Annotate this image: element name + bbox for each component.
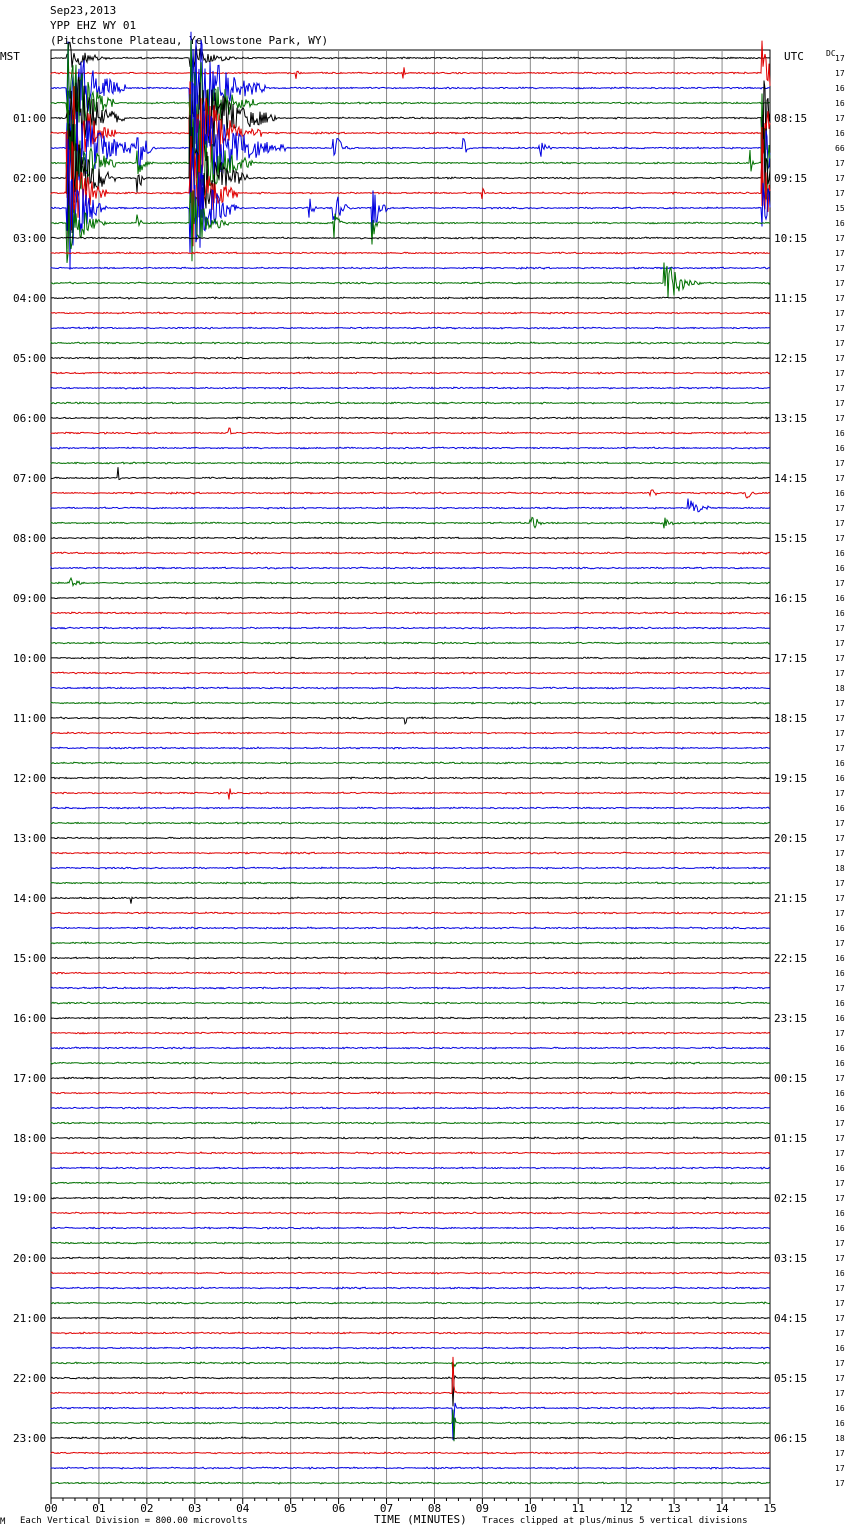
right-hour-label: 12:15 xyxy=(774,352,808,365)
trace-line xyxy=(51,1317,770,1319)
dc-offset-label: 17 xyxy=(835,1029,845,1038)
dc-offset-label: 16 xyxy=(835,549,845,558)
dc-offset-label: 17 xyxy=(835,369,845,378)
right-hour-label: 04:15 xyxy=(774,1312,808,1325)
left-axis-label: MST xyxy=(0,50,20,63)
dc-offset-label: 17 xyxy=(835,1359,845,1368)
right-hour-label: 05:15 xyxy=(774,1372,808,1385)
dc-offset-label: 17 xyxy=(835,744,845,753)
right-hour-label: 23:15 xyxy=(774,1012,808,1025)
trace-line xyxy=(51,1376,770,1406)
trace-line xyxy=(51,1227,770,1229)
dc-offset-label: 17 xyxy=(835,414,845,423)
right-hour-label: 16:15 xyxy=(774,592,808,605)
trace-line xyxy=(51,1437,770,1439)
right-hour-label: 03:15 xyxy=(774,1252,808,1265)
left-hour-label: 08:00 xyxy=(13,532,47,545)
dc-offset-label: 17 xyxy=(835,654,845,663)
dc-offset-label: 18 xyxy=(835,684,845,693)
chart-station: YPP EHZ WY 01 xyxy=(50,19,137,32)
chart-location: (Pitchstone Plateau, Yellowstone Park, WY) xyxy=(50,34,329,47)
dc-offset-label: 17 xyxy=(835,459,845,468)
dc-offset-label: 17 xyxy=(835,1074,845,1083)
dc-offset-label: 17 xyxy=(835,1329,845,1338)
dc-offset-label: 17 xyxy=(835,309,845,318)
dc-offset-label: 16 xyxy=(835,564,845,573)
dc-offset-label: 17 xyxy=(835,339,845,348)
trace-line xyxy=(51,115,770,249)
trace-line xyxy=(51,957,770,959)
trace-line xyxy=(51,1092,770,1094)
dc-offset-label: 17 xyxy=(835,1374,845,1383)
right-hour-label: 01:15 xyxy=(774,1132,808,1145)
x-tick-label: 04 xyxy=(236,1502,250,1515)
left-hour-label: 23:00 xyxy=(13,1432,47,1445)
trace-line xyxy=(51,852,770,854)
dc-offset-label: 16 xyxy=(835,1344,845,1353)
x-tick-label: 11 xyxy=(571,1502,585,1515)
x-tick-label: 13 xyxy=(667,1502,681,1515)
dc-offset-label: 17 xyxy=(835,264,845,273)
dc-offset-label: 17 xyxy=(835,834,845,843)
left-hour-label: 01:00 xyxy=(13,112,47,125)
trace-line xyxy=(51,77,770,176)
dc-offset-label: 16 xyxy=(835,1104,845,1113)
trace-line xyxy=(51,789,770,800)
trace-line xyxy=(51,82,770,203)
trace-line xyxy=(51,687,770,689)
right-hour-label: 13:15 xyxy=(774,412,808,425)
dc-offset-label: 16 xyxy=(835,219,845,228)
trace-line xyxy=(51,807,770,809)
right-hour-label: 09:15 xyxy=(774,172,808,185)
left-hour-label: 18:00 xyxy=(13,1132,47,1145)
scale-note: Each Vertical Division = 800.00 microvolts xyxy=(20,1516,248,1526)
trace-line xyxy=(51,777,770,779)
dc-offset-label: 17 xyxy=(835,354,845,363)
trace-line xyxy=(51,1403,770,1440)
dc-offset-label: 16 xyxy=(835,594,845,603)
trace-line xyxy=(51,252,770,254)
right-hour-label: 21:15 xyxy=(774,892,808,905)
dc-offset-label: 17 xyxy=(835,1254,845,1263)
left-hour-label: 13:00 xyxy=(13,832,47,845)
trace-line xyxy=(51,237,770,239)
left-hour-label: 19:00 xyxy=(13,1192,47,1205)
left-hour-label: 11:00 xyxy=(13,712,47,725)
trace-line xyxy=(51,717,770,724)
trace-line xyxy=(51,1482,770,1484)
trace-line xyxy=(51,1347,770,1349)
dc-offset-label: 16 xyxy=(835,1224,845,1233)
right-hour-label: 15:15 xyxy=(774,532,808,545)
dc-offset-label: 17 xyxy=(835,1389,845,1398)
dc-offset-label: 17 xyxy=(835,849,845,858)
trace-line xyxy=(51,627,770,629)
dc-offset-label: 17 xyxy=(835,519,845,528)
trace-line xyxy=(51,1212,770,1214)
trace-line xyxy=(51,462,770,464)
trace-line xyxy=(51,372,770,374)
trace-line xyxy=(51,490,770,498)
dc-offset-label: 17 xyxy=(835,699,845,708)
dc-offset-label: 16 xyxy=(835,1164,845,1173)
dc-offset-label: 16 xyxy=(835,999,845,1008)
trace-line xyxy=(51,127,770,246)
trace-line xyxy=(51,942,770,944)
dc-offset-label: 17 xyxy=(835,69,845,78)
right-hour-label: 08:15 xyxy=(774,112,808,125)
trace-line xyxy=(51,1107,770,1109)
trace-line xyxy=(51,578,770,586)
trace-line xyxy=(51,191,770,263)
dc-offset-label: 17 xyxy=(835,639,845,648)
dc-offset-label: 17 xyxy=(835,984,845,993)
left-hour-label: 04:00 xyxy=(13,292,47,305)
dc-offset-label: 17 xyxy=(835,909,845,918)
dc-offset-label: 16 xyxy=(835,1089,845,1098)
trace-line xyxy=(51,342,770,344)
left-hour-label: 20:00 xyxy=(13,1252,47,1265)
x-tick-label: 08 xyxy=(427,1502,442,1515)
trace-line xyxy=(51,1242,770,1244)
trace-line xyxy=(51,1137,770,1139)
dc-offset-label: 18 xyxy=(835,864,845,873)
trace-line xyxy=(51,1182,770,1184)
trace-line xyxy=(51,987,770,989)
dc-offset-label: 16 xyxy=(835,489,845,498)
dc-offset-label: 17 xyxy=(835,894,845,903)
trace-line xyxy=(51,612,770,614)
x-tick-label: 02 xyxy=(140,1502,154,1515)
dc-offset-label: 17 xyxy=(835,819,845,828)
dc-offset-label: 17 xyxy=(835,789,845,798)
dc-offset-label: 17 xyxy=(835,54,845,63)
trace-line xyxy=(51,327,770,329)
trace-line xyxy=(51,1167,770,1169)
dc-offset-label: 17 xyxy=(835,714,845,723)
trace-line xyxy=(51,642,770,644)
trace-line xyxy=(51,702,770,704)
dc-offset-label: 17 xyxy=(835,1284,845,1293)
trace-line xyxy=(51,447,770,449)
trace-line xyxy=(51,1122,770,1124)
left-hour-label: 17:00 xyxy=(13,1072,47,1085)
dc-offset-label: 16 xyxy=(835,129,845,138)
footer-mark: M xyxy=(0,1517,6,1527)
dc-offset-label: 17 xyxy=(835,624,845,633)
trace-line xyxy=(51,1077,770,1079)
x-tick-label: 12 xyxy=(619,1502,633,1515)
left-hour-label: 12:00 xyxy=(13,772,47,785)
left-hour-label: 07:00 xyxy=(13,472,47,485)
dc-offset-label: 17 xyxy=(835,294,845,303)
trace-line xyxy=(51,897,770,904)
trace-line xyxy=(51,297,770,299)
trace-line xyxy=(51,267,770,269)
trace-line xyxy=(51,428,770,434)
x-tick-label: 03 xyxy=(188,1502,202,1515)
dc-offset-label: 16 xyxy=(835,1209,845,1218)
chart-date: Sep23,2013 xyxy=(50,4,117,17)
x-tick-label: 00 xyxy=(44,1502,58,1515)
trace-line xyxy=(51,42,770,67)
right-hour-label: 11:15 xyxy=(774,292,808,305)
trace-line xyxy=(51,467,770,479)
trace-line xyxy=(51,927,770,929)
dc-offset-label: 17 xyxy=(835,279,845,288)
trace-line xyxy=(51,1152,770,1154)
trace-line xyxy=(51,1272,770,1274)
trace-line xyxy=(51,567,770,569)
dc-offset-label: 17 xyxy=(835,474,845,483)
right-hour-label: 02:15 xyxy=(774,1192,808,1205)
dc-offset-label: 17 xyxy=(835,234,845,243)
trace-line xyxy=(51,312,770,314)
trace-line xyxy=(51,91,770,218)
dc-offset-label: 17 xyxy=(835,399,845,408)
dc-offset-label: 16 xyxy=(835,1014,845,1023)
left-hour-label: 09:00 xyxy=(13,592,47,605)
x-axis-label: TIME (MINUTES) xyxy=(374,1513,467,1526)
dc-offset-label: 17 xyxy=(835,159,845,168)
dc-offset-label: 16 xyxy=(835,84,845,93)
trace-line xyxy=(51,912,770,914)
dc-offset-label: 16 xyxy=(835,759,845,768)
trace-line xyxy=(51,1062,770,1064)
trace-line xyxy=(51,1332,770,1334)
right-axis-label: UTC xyxy=(784,50,804,63)
trace-line xyxy=(51,139,770,270)
left-hour-label: 14:00 xyxy=(13,892,47,905)
dc-offset-label: 17 xyxy=(835,1314,845,1323)
left-hour-label: 03:00 xyxy=(13,232,47,245)
trace-line xyxy=(51,1047,770,1049)
dc-offset-label: 17 xyxy=(835,249,845,258)
dc-offset-label: 16 xyxy=(835,1404,845,1413)
clip-note: Traces clipped at plus/minus 5 vertical divisions xyxy=(482,1516,748,1526)
trace-line xyxy=(51,41,770,86)
trace-line xyxy=(51,552,770,554)
trace-line xyxy=(51,837,770,839)
dc-offset-label: 17 xyxy=(835,1449,845,1458)
dc-offset-label: 17 xyxy=(835,114,845,123)
trace-line xyxy=(51,402,770,404)
trace-line xyxy=(51,1002,770,1004)
dc-offset-label: 17 xyxy=(835,534,845,543)
x-tick-label: 01 xyxy=(92,1502,106,1515)
x-tick-label: 10 xyxy=(523,1502,537,1515)
dc-offset-label: 17 xyxy=(835,504,845,513)
right-hour-label: 14:15 xyxy=(774,472,808,485)
dc-offset-label: 17 xyxy=(835,1479,845,1488)
trace-line xyxy=(51,537,770,539)
trace-line xyxy=(51,732,770,734)
dc-offset-label: 16 xyxy=(835,1419,845,1428)
dc-offset-label: 17 xyxy=(835,939,845,948)
dc-offset-label: 16 xyxy=(835,774,845,783)
dc-offset-label: 16 xyxy=(835,969,845,978)
dc-offset-label: 18 xyxy=(835,1434,845,1443)
trace-line xyxy=(51,1197,770,1199)
dc-offset-label: 17 xyxy=(835,324,845,333)
right-hour-label: 00:15 xyxy=(774,1072,808,1085)
trace-line xyxy=(51,81,770,206)
dc-offset-label: 16 xyxy=(835,444,845,453)
dc-offset-label: 16 xyxy=(835,609,845,618)
right-hour-label: 06:15 xyxy=(774,1432,808,1445)
trace-line xyxy=(51,972,770,974)
right-hour-label: 17:15 xyxy=(774,652,808,665)
dc-offset-label: 17 xyxy=(835,1464,845,1473)
trace-line xyxy=(51,517,770,528)
trace-line xyxy=(51,1257,770,1259)
dc-offset-label: 17 xyxy=(835,1194,845,1203)
trace-line xyxy=(51,1362,770,1373)
trace-line xyxy=(51,1410,770,1442)
trace-line xyxy=(51,32,770,146)
dc-offset-label: 66 xyxy=(835,144,845,153)
dc-offset-label: 17 xyxy=(835,1119,845,1128)
dc-offset-label: 17 xyxy=(835,1134,845,1143)
dc-offset-label: 16 xyxy=(835,924,845,933)
right-hour-label: 19:15 xyxy=(774,772,808,785)
dc-offset-label: 17 xyxy=(835,579,845,588)
dc-offset-label: 16 xyxy=(835,1059,845,1068)
trace-line xyxy=(51,822,770,824)
dc-offset-label: 17 xyxy=(835,1179,845,1188)
right-hour-label: 18:15 xyxy=(774,712,808,725)
trace-line xyxy=(51,1467,770,1469)
dc-offset-label: 17 xyxy=(835,174,845,183)
dc-offset-label: 17 xyxy=(835,1239,845,1248)
trace-line xyxy=(51,1032,770,1034)
trace-line xyxy=(51,1302,770,1304)
dc-offset-label: 16 xyxy=(835,429,845,438)
left-hour-label: 15:00 xyxy=(13,952,47,965)
x-tick-label: 09 xyxy=(475,1502,490,1515)
right-hour-label: 22:15 xyxy=(774,952,808,965)
dc-offset-label: 16 xyxy=(835,99,845,108)
left-hour-label: 21:00 xyxy=(13,1312,47,1325)
dc-offset-label: 17 xyxy=(835,384,845,393)
trace-line xyxy=(51,597,770,599)
trace-line xyxy=(51,882,770,884)
trace-line xyxy=(51,867,770,869)
left-hour-label: 10:00 xyxy=(13,652,47,665)
dc-offset-label: 16 xyxy=(835,804,845,813)
left-hour-label: 05:00 xyxy=(13,352,47,365)
x-tick-label: 15 xyxy=(763,1502,777,1515)
trace-line xyxy=(51,762,770,764)
right-hour-label: 10:15 xyxy=(774,232,808,245)
dc-offset-label: 17 xyxy=(835,669,845,678)
trace-line xyxy=(51,1287,770,1289)
trace-line xyxy=(51,499,770,512)
dc-offset-label: 15 xyxy=(835,204,845,213)
x-tick-label: 05 xyxy=(284,1502,298,1515)
dc-label: DC xyxy=(826,49,836,58)
trace-line xyxy=(51,657,770,659)
left-hour-label: 02:00 xyxy=(13,172,47,185)
trace-line xyxy=(51,387,770,389)
dc-offset-label: 17 xyxy=(835,879,845,888)
traces xyxy=(51,32,770,1484)
dc-offset-label: 16 xyxy=(835,1269,845,1278)
left-hour-label: 22:00 xyxy=(13,1372,47,1385)
dc-offset-label: 16 xyxy=(835,954,845,963)
trace-line xyxy=(51,1017,770,1019)
left-hour-label: 16:00 xyxy=(13,1012,47,1025)
trace-line xyxy=(51,417,770,419)
trace-line xyxy=(51,357,770,359)
x-tick-label: 06 xyxy=(331,1502,346,1515)
dc-offset-label: 17 xyxy=(835,1299,845,1308)
x-tick-label: 07 xyxy=(379,1502,394,1515)
dc-offset-label: 17 xyxy=(835,1149,845,1158)
trace-line xyxy=(51,672,770,674)
dc-offset-label: 17 xyxy=(835,729,845,738)
x-tick-label: 14 xyxy=(715,1502,729,1515)
trace-line xyxy=(51,747,770,749)
left-hour-label: 06:00 xyxy=(13,412,47,425)
dc-offset-label: 16 xyxy=(835,1044,845,1053)
dc-offset-label: 17 xyxy=(835,189,845,198)
right-hour-label: 20:15 xyxy=(774,832,808,845)
trace-line xyxy=(51,1452,770,1454)
axis-labels xyxy=(13,54,845,1515)
